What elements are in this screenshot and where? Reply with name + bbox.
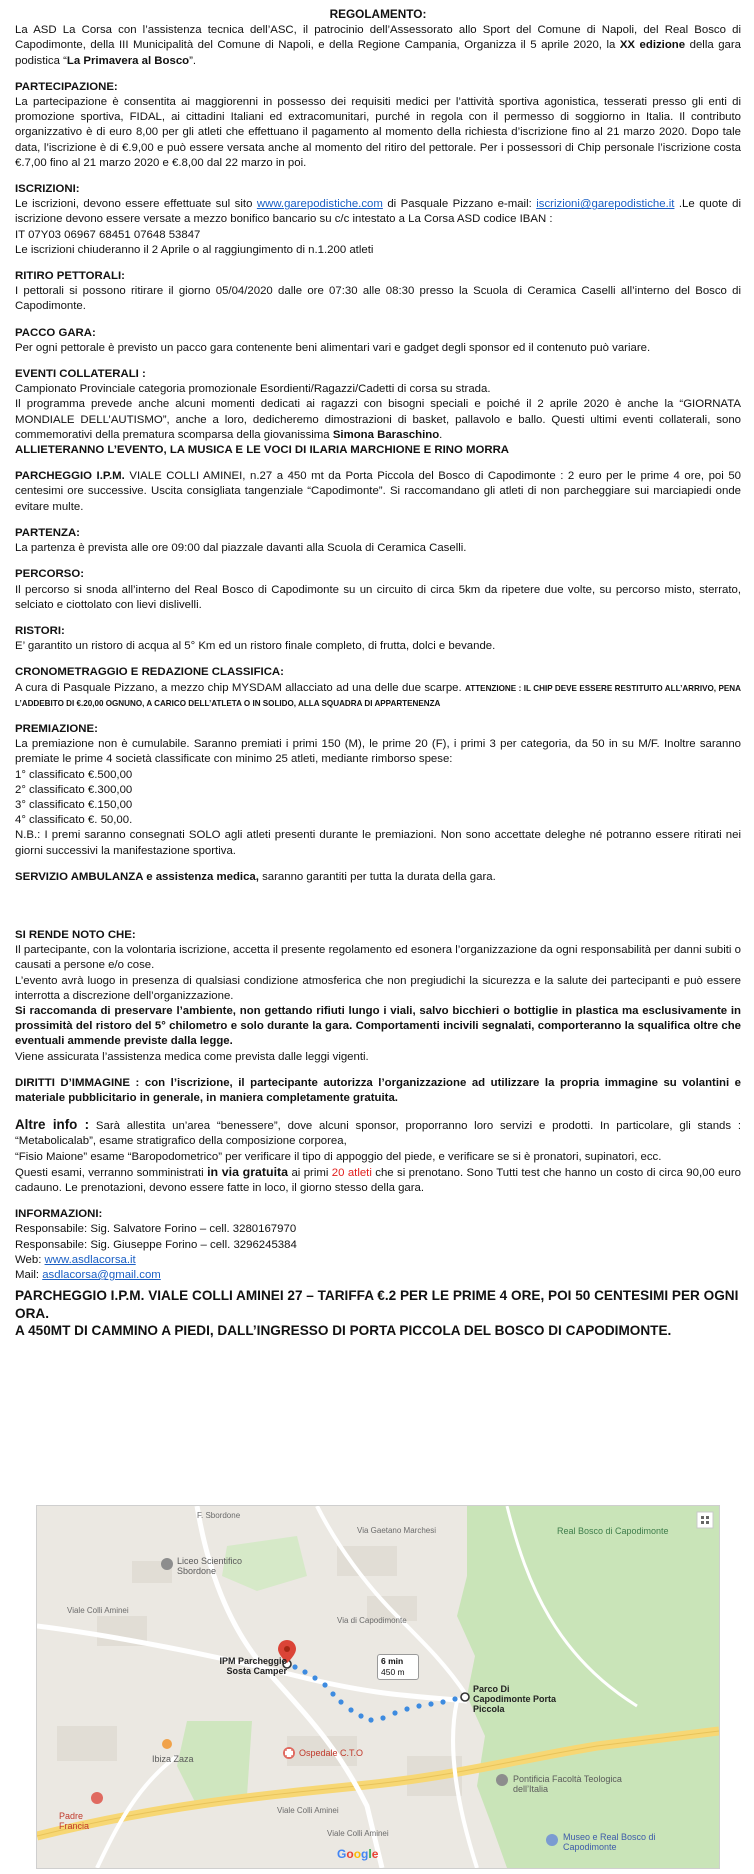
altre-text-2: “Fisio Maione” esame “Baropodometrico” per verificare il tipo di appoggio del piede, e verificare se si è pronatori, supinatori, ecc. bbox=[15, 1150, 662, 1163]
heading-ristori: RISTORI: bbox=[15, 624, 65, 637]
map-graphic bbox=[37, 1506, 719, 1868]
heading-informazioni: INFORMAZIONI: bbox=[15, 1208, 103, 1221]
heading-eventi: EVENTI COLLATERALI : bbox=[15, 368, 146, 381]
map-label-via-gaetano: Via Gaetano Marchesi bbox=[357, 1526, 437, 1535]
school-icon bbox=[161, 1558, 173, 1570]
section-ritiro bbox=[15, 269, 741, 315]
eventi-text-2: . bbox=[439, 428, 443, 441]
map-label-ipm: IPM Parcheggio Sosta Camper bbox=[219, 1656, 287, 1676]
heading-percorso: PERCORSO: bbox=[15, 568, 84, 581]
place-icon bbox=[91, 1792, 103, 1804]
altre-body-1: Sarà allestita un’area “benessere”, dove alcuni sponsor, proporranno loro servizi e prodotti. In particolare, gli stands : “Metabolicalab”, esame stratigrafico della composizione corporea, bbox=[15, 1120, 741, 1148]
section-partecipazione bbox=[15, 80, 741, 171]
walking-banner: A 450MT DI CAMMINO A PIEDI, DALL’INGRESSO DI PORTA PICCOLA DEL BOSCO DI CAPODIMONTE. bbox=[15, 1323, 672, 1339]
altre-label: Altre info : bbox=[15, 1117, 90, 1133]
church-icon bbox=[496, 1774, 508, 1786]
heading-ritiro: RITIRO PETTORALI: bbox=[15, 270, 125, 283]
heading-cronometraggio: CRONOMETRAGGIO E REDAZIONE CLASSIFICA: bbox=[15, 666, 284, 679]
diritti-text: DIRITTI D’IMMAGINE : con l’iscrizione, il partecipante autorizza l’organizzazione ad utilizzare la propria immagine su volantini e materiale pubblicitario in generale, in maniera completamente gratuita. bbox=[15, 1076, 741, 1104]
section-iscrizioni bbox=[15, 182, 741, 258]
parking-banner: PARCHEGGIO I.P.M. VIALE COLLI AMINEI 27 – TARIFFA €.2 PER LE PRIME 4 ORE, POI 50 CENTESIMI PER OGNI ORA. bbox=[15, 1288, 739, 1321]
free-label: in via gratuita bbox=[207, 1164, 289, 1179]
location-map[interactable] bbox=[36, 1505, 720, 1869]
section-parcheggio bbox=[15, 469, 741, 515]
heading-partenza: PARTENZA: bbox=[15, 526, 80, 539]
spacer bbox=[15, 885, 741, 901]
altre-body-3: Questi esami, verranno somministrati bbox=[15, 1166, 208, 1179]
iscrizioni-text-1: Le iscrizioni, devono essere effettuate sul sito bbox=[15, 198, 257, 211]
web-label: Web: bbox=[15, 1253, 45, 1266]
section-diritti bbox=[15, 1076, 741, 1106]
eventi-text-1: Il programma prevede anche alcuni momenti dedicati ai ragazzi con bisogni speciali e poiché il 2 aprile 2020 è anche la “GIORNATA MONDIALE DELL’AUTISMO”, anche a loro, dedicheremo dimostrazioni di basket, pallavolo e ballo. Questi ultimi eventi collaterali, sono commemorativi della prematura scomparsa della giovanissima bbox=[15, 398, 741, 441]
section-percorso bbox=[15, 567, 741, 613]
responsabile-2: Responsabile: Sig. Giuseppe Forino – cell. 3296245384 bbox=[15, 1238, 297, 1251]
ambulanza-bold: SERVIZIO AMBULANZA e assistenza medica, bbox=[15, 870, 259, 883]
eventi-text bbox=[15, 397, 741, 443]
end-marker bbox=[461, 1693, 469, 1701]
commemorated-name: Simona Baraschino bbox=[332, 428, 440, 441]
intro-text-1: La ASD La Corsa con l’assistenza tecnica dell’ASC, il patrocinio dell’Assessorato allo Sport del Comune di Napoli, del Real Bosco di Capodimonte, della III Municipalità del Comune di Napoli, e della Regione Campania, Organizza il 5 aprile 2020, la bbox=[15, 24, 741, 52]
ambulanza-text bbox=[15, 870, 741, 885]
mail-link[interactable]: asdlacorsa@gmail.com bbox=[42, 1269, 161, 1282]
percorso-text: Il percorso si snoda all’interno del Real Bosco di Capodimonte su un circuito di circa 5km da ripetere due volte, su percorso misto, sterrato, selciato e ciottolato con lievi dislivelli. bbox=[15, 583, 741, 611]
noto-p2: L’evento avrà luogo in presenza di qualsiasi condizione atmosferica che non pregiudichi la sicurezza e la salute dei partecipanti e può essere interrotta a discrezione dell’organizzazione. bbox=[15, 974, 741, 1002]
first-athletes: 20 atleti bbox=[331, 1166, 372, 1179]
premiazione-note: N.B.: I premi saranno consegnati SOLO agli atleti presenti durante le premiazioni. Non sono accettate deleghe né potranno essere ritirati nei giorni successivi la manifestazione sportiva. bbox=[15, 829, 741, 857]
walk-info-box bbox=[377, 1654, 419, 1680]
museum-icon bbox=[546, 1834, 558, 1846]
cronometraggio-text bbox=[15, 681, 741, 711]
map-label-viale-colli-1: Viale Colli Aminei bbox=[67, 1606, 129, 1615]
email-link[interactable]: iscrizioni@garepodistiche.it bbox=[536, 198, 675, 211]
iban: IT 07Y03 06967 68451 07648 53847 bbox=[15, 228, 201, 241]
section-ambulanza bbox=[15, 870, 741, 885]
parcheggio-text bbox=[15, 469, 741, 515]
partecipazione-text: La partecipazione è consentita ai maggiorenni in possesso dei requisiti medici per l’attività sportiva agonistica, tesserati presso gli enti di promozione sportiva, FIDAL, ai cittadini Italiani ed extracomunitari, purché in regola con il permesso di soggiorno in Italia. Il contributo organizzativo è di euro 8,00 per gli atleti che effettuano il pagamento al momento della richiesta d’iscrizione fino al 21 marzo 2020. Dopo tale data, l’iscrizione è di €.9,00 e può essere versata anche al momento del ritiro del pettorale. Per i possessori di Chip personale l’iscrizione costa €.7,00 fino al 21 marzo 2020 e €.8,00 dal 22 marzo in poi. bbox=[15, 96, 741, 169]
intro-text-2: della gara podistica “ bbox=[15, 39, 741, 67]
heading-parcheggio: PARCHEGGIO I.P.M. bbox=[15, 470, 125, 483]
map-label-ibiza: Ibiza Zaza bbox=[152, 1754, 194, 1764]
ambulanza-body: saranno garantiti per tutta la durata della gara. bbox=[258, 870, 496, 883]
web-line bbox=[15, 1253, 741, 1268]
map-label-museo: Museo e Real Bosco di Capodimonte bbox=[563, 1832, 656, 1852]
heading-pacco: PACCO GARA: bbox=[15, 326, 96, 339]
section-ristori bbox=[15, 624, 741, 654]
spacer bbox=[15, 901, 741, 917]
web-link[interactable]: www.asdlacorsa.it bbox=[44, 1253, 136, 1266]
section-pacco bbox=[15, 326, 741, 356]
prize-4: 4° classificato €. 50,00. bbox=[15, 814, 133, 827]
map-label-pontificia: Pontificia Facoltà Teologica dell’Italia bbox=[513, 1774, 622, 1794]
pacco-text: Per ogni pettorale è previsto un pacco gara contenente beni alimentari vari e gadget degli sponsor ed il contenuto può variare. bbox=[15, 341, 651, 354]
heading-partecipazione: PARTECIPAZIONE: bbox=[15, 80, 118, 93]
map-label-real-bosco: Real Bosco di Capodimonte bbox=[557, 1526, 669, 1536]
altre-body-5: che si prenotano. Sono Tutti test che hanno un costo di circa 90,00 euro cadauno. Le prenotazioni, devono essere fatte in loco, il giorno stesso della gara. bbox=[15, 1166, 741, 1194]
document-title: REGOLAMENTO: bbox=[329, 7, 427, 21]
prize-1: 1° classificato €.500,00 bbox=[15, 768, 133, 781]
altre-text-1 bbox=[15, 1117, 741, 1149]
heading-iscrizioni: ISCRIZIONI: bbox=[15, 183, 80, 196]
map-label-padre: Padre Francia bbox=[59, 1811, 90, 1831]
walk-distance: 450 m bbox=[381, 1667, 405, 1677]
section-partenza bbox=[15, 526, 741, 556]
section-eventi bbox=[15, 367, 741, 458]
site-link[interactable]: www.garepodistiche.com bbox=[256, 198, 383, 211]
google-logo: Google bbox=[337, 1846, 379, 1861]
iscrizioni-text bbox=[15, 197, 741, 227]
heading-noto: SI RENDE NOTO CHE: bbox=[15, 928, 136, 941]
place-icon bbox=[162, 1739, 172, 1749]
parcheggio-body: VIALE COLLI AMINEI, n.27 a 450 mt da Porta Piccola del Bosco di Capodimonte : 2 euro per le prime 4 ore, poi 50 centesimi ore successive. Uscita consigliata tangenziale “Capodimonte”. Si raccomandano gli atleti di non parcheggiare sui marciapiedi onde evitare multe. bbox=[15, 470, 742, 513]
map-label-viale-colli-3: Viale Colli Aminei bbox=[327, 1829, 389, 1838]
noto-p4: Viene assicurata l’assistenza medica come prevista dalle leggi vigenti. bbox=[15, 1050, 369, 1063]
map-label-sbordone: F. Sbordone bbox=[197, 1511, 241, 1520]
ristori-text: E’ garantito un ristoro di acqua al 5° Km ed un ristoro finale completo, di frutta, dolci e bevande. bbox=[15, 640, 496, 653]
ritiro-text: I pettorali si possono ritirare il giorno 05/04/2020 dalle ore 07:30 alle 08:30 presso la Scuola di Ceramica Caselli all’interno del Bosco di Capodimonte. bbox=[15, 285, 741, 313]
map-label-via-capodimonte: Via di Capodimonte bbox=[337, 1616, 407, 1625]
map-label-parco: Parco Di Capodimonte Porta Piccola bbox=[473, 1684, 557, 1714]
iscrizioni-text-2: di Pasquale Pizzano e-mail: bbox=[382, 198, 537, 211]
map-label-ospedale: Ospedale C.T.O bbox=[299, 1748, 364, 1758]
intro-text-3: ”. bbox=[189, 54, 197, 67]
map-label-liceo: Liceo Scientifico Sbordone bbox=[177, 1556, 243, 1576]
fullscreen-icon bbox=[697, 1512, 713, 1528]
chip-warning: ATTENZIONE : IL CHIP DEVE ESSERE RESTITUITO ALL’ARRIVO, PENA L’ADDEBITO DI €.20,00 OGNUNO, A CARICO DELL’ATLETA O IN SOLIDO, ALLA SQUADRA DI APPARTENENZA bbox=[15, 683, 741, 708]
noto-p1: Il partecipante, con la volontaria iscrizione, accetta il presente regolamento ed esonera l’organizzazione da ogni responsabilità per danni subiti o causati a persone e/o cose. bbox=[15, 944, 741, 972]
prize-3: 3° classificato €.150,00 bbox=[15, 798, 133, 811]
eventi-music: ALLIETERANNO L’EVENTO, LA MUSICA E LE VOCI DI ILARIA MARCHIONE E RINO MORRA bbox=[15, 444, 510, 457]
partenza-text: La partenza è prevista alle ore 09:00 dal piazzale davanti alla Scuola di Ceramica Caselli. bbox=[15, 542, 467, 555]
regulation-document bbox=[15, 7, 741, 1340]
section-noto bbox=[15, 928, 741, 1065]
section-premiazione bbox=[15, 722, 741, 859]
iscrizioni-text-3: .Le quote di iscrizione devono essere versate a mezzo bonifico bancario su c/c intestato a La Corsa ASD codice IBAN : bbox=[15, 198, 742, 226]
section-cronometraggio bbox=[15, 665, 741, 711]
mail-line bbox=[15, 1268, 741, 1283]
premiazione-text: La premiazione non è cumulabile. Saranno premiati i primi 150 (M), le prime 20 (F), i primi 3 per categoria, da 50 in su M/F. Inoltre saranno premiate le prime 4 società classificate con minimo 25 atleti, mediante rimborso spese: bbox=[15, 738, 741, 766]
intro-paragraph bbox=[15, 23, 741, 69]
intro-edition: XX edizione bbox=[619, 39, 686, 52]
altre-text-3 bbox=[15, 1165, 741, 1196]
race-name: La Primavera al Bosco bbox=[66, 54, 190, 67]
map-label-viale-colli-2: Viale Colli Aminei bbox=[277, 1806, 339, 1815]
heading-premiazione: PREMIAZIONE: bbox=[15, 722, 98, 735]
eventi-line-1: Campionato Provinciale categoria promozionale Esordienti/Ragazzi/Cadetti di corsa su strada. bbox=[15, 383, 491, 396]
responsabile-1: Responsabile: Sig. Salvatore Forino – cell. 3280167970 bbox=[15, 1223, 297, 1236]
prize-2: 2° classificato €.300,00 bbox=[15, 783, 133, 796]
section-altre-info bbox=[15, 1117, 741, 1196]
cronometraggio-body: A cura di Pasquale Pizzano, a mezzo chip MYSDAM allacciato ad una delle due scarpe. bbox=[15, 681, 466, 694]
noto-p3: Si raccomanda di preservare l’ambiente, non gettando rifiuti lungo i viali, salvo bicchieri o bottiglie in plastica ma esclusivamente in prossimità del ristoro del 5° chilometro e solo durante la gara. Comportamenti incivili segnalati, comporteranno la squalifica oltre che eventuali ammende previste dalla legge. bbox=[15, 1004, 741, 1048]
mail-label: Mail: bbox=[15, 1269, 43, 1282]
section-informazioni bbox=[15, 1207, 741, 1283]
altre-body-4: ai primi bbox=[288, 1166, 332, 1179]
walk-time: 6 min bbox=[381, 1656, 404, 1666]
iscrizioni-closing: Le iscrizioni chiuderanno il 2 Aprile o al raggiungimento di n.1.200 atleti bbox=[15, 243, 374, 256]
